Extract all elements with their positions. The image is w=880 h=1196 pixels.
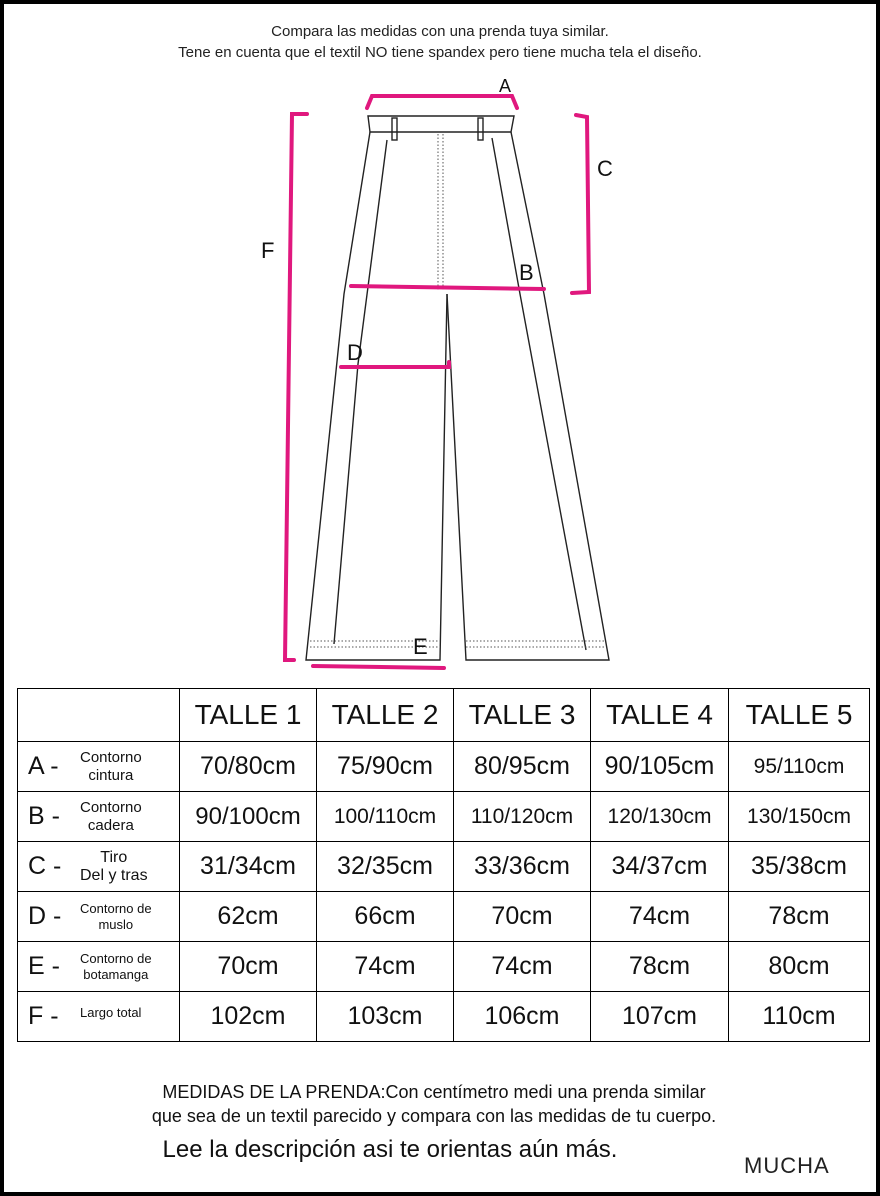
table-cell: 75/90cm bbox=[317, 742, 454, 792]
table-cell: 31/34cm bbox=[180, 842, 317, 892]
table-cell: 70cm bbox=[180, 942, 317, 992]
label-b: B bbox=[519, 260, 534, 285]
measure-b bbox=[351, 286, 544, 289]
row-label bbox=[18, 742, 180, 792]
table-row bbox=[18, 792, 870, 842]
label-c: C bbox=[597, 156, 613, 181]
label-e: E bbox=[413, 634, 428, 659]
row-letter: B - bbox=[28, 802, 60, 830]
pants-outline bbox=[306, 116, 609, 660]
row-desc-line: Del y tras bbox=[80, 866, 148, 884]
instruction-line-2: Tene en cuenta que el textil NO tiene spandex pero tiene mucha tela el diseño. bbox=[178, 44, 702, 61]
left-leg bbox=[306, 132, 447, 660]
table-cell: 80/95cm bbox=[454, 742, 591, 792]
label-a: A bbox=[499, 76, 512, 96]
corner-cell bbox=[18, 689, 180, 742]
table-cell: 74cm bbox=[591, 892, 729, 942]
table-cell: 35/38cm bbox=[729, 842, 870, 892]
row-desc-line: botamanga bbox=[83, 966, 149, 982]
table-cell: 74cm bbox=[317, 942, 454, 992]
table-cell: 80cm bbox=[729, 942, 870, 992]
table-cell: 34/37cm bbox=[591, 842, 729, 892]
right-leg bbox=[447, 132, 609, 660]
right-seam bbox=[492, 138, 586, 650]
table-cell: 120/130cm bbox=[591, 792, 729, 842]
size-table bbox=[17, 688, 870, 1042]
table-cell: 70/80cm bbox=[180, 742, 317, 792]
table-row bbox=[18, 842, 870, 892]
table-cell: 78cm bbox=[729, 892, 870, 942]
header-cell: TALLE 2 bbox=[317, 689, 454, 742]
measure-f bbox=[285, 114, 307, 660]
row-letter: A - bbox=[28, 752, 59, 780]
table-cell: 106cm bbox=[454, 992, 591, 1042]
label-d: D bbox=[347, 340, 363, 365]
left-seam bbox=[334, 140, 387, 644]
header-cell: TALLE 4 bbox=[591, 689, 729, 742]
row-desc-line: muslo bbox=[98, 916, 134, 932]
brand-logo: MUCHA bbox=[744, 1153, 830, 1178]
row-label bbox=[18, 992, 180, 1042]
row-letter: E - bbox=[28, 952, 60, 980]
row-desc-line: cintura bbox=[88, 766, 134, 784]
row-desc-line: Largo total bbox=[80, 1004, 142, 1020]
row-letter: C - bbox=[28, 852, 62, 880]
table-cell: 32/35cm bbox=[317, 842, 454, 892]
table-cell: 90/100cm bbox=[180, 792, 317, 842]
table-cell: 102cm bbox=[180, 992, 317, 1042]
pants-diagram bbox=[4, 4, 876, 688]
waistband bbox=[368, 116, 514, 132]
measure-e bbox=[313, 666, 444, 668]
table-row bbox=[18, 892, 870, 942]
table-row bbox=[18, 992, 870, 1042]
measurement-lines bbox=[285, 96, 589, 668]
row-label bbox=[18, 842, 180, 892]
table-cell: 100/110cm bbox=[317, 792, 454, 842]
row-desc-line: Contorno bbox=[80, 748, 142, 766]
row-label bbox=[18, 792, 180, 842]
measure-c bbox=[572, 115, 589, 293]
row-letter: D - bbox=[28, 902, 62, 930]
table-cell: 33/36cm bbox=[454, 842, 591, 892]
row-label bbox=[18, 892, 180, 942]
instruction-line-1: Compara las medidas con una prenda tuya similar. bbox=[271, 23, 609, 40]
footer-line-3: Lee la descripción asi te orientas aún más. bbox=[162, 1136, 618, 1163]
table-cell: 110/120cm bbox=[454, 792, 591, 842]
header-cell: TALLE 3 bbox=[454, 689, 591, 742]
row-desc-line: Contorno bbox=[80, 798, 142, 816]
belt-loop-left bbox=[392, 118, 397, 140]
footer-line-1: MEDIDAS DE LA PRENDA:Con centímetro medi una prenda similar bbox=[162, 1082, 706, 1102]
table-row bbox=[18, 742, 870, 792]
table-cell: 74cm bbox=[454, 942, 591, 992]
header-cell: TALLE 1 bbox=[180, 689, 317, 742]
label-f: F bbox=[261, 238, 275, 263]
table-cell: 130/150cm bbox=[729, 792, 870, 842]
row-letter: F - bbox=[28, 1002, 59, 1030]
table-cell: 95/110cm bbox=[729, 742, 870, 792]
row-label bbox=[18, 942, 180, 992]
table-header-row bbox=[18, 689, 870, 742]
table-row bbox=[18, 942, 870, 992]
table-cell: 103cm bbox=[317, 992, 454, 1042]
table-cell: 66cm bbox=[317, 892, 454, 942]
footer-line-2: que sea de un textil parecido y compara con las medidas de tu cuerpo. bbox=[151, 1106, 717, 1126]
header-cell: TALLE 5 bbox=[729, 689, 870, 742]
table-cell: 110cm bbox=[729, 992, 870, 1042]
table-cell: 90/105cm bbox=[591, 742, 729, 792]
table-cell: 107cm bbox=[591, 992, 729, 1042]
row-desc-line: cadera bbox=[87, 816, 134, 834]
belt-loop-right bbox=[478, 118, 483, 140]
row-desc-line: Contorno de bbox=[80, 900, 152, 916]
measure-a bbox=[367, 96, 517, 108]
row-desc-line: Tiro bbox=[100, 848, 128, 866]
row-desc-line: Contorno de bbox=[80, 950, 152, 966]
table-cell: 70cm bbox=[454, 892, 591, 942]
table-cell: 62cm bbox=[180, 892, 317, 942]
table-cell: 78cm bbox=[591, 942, 729, 992]
